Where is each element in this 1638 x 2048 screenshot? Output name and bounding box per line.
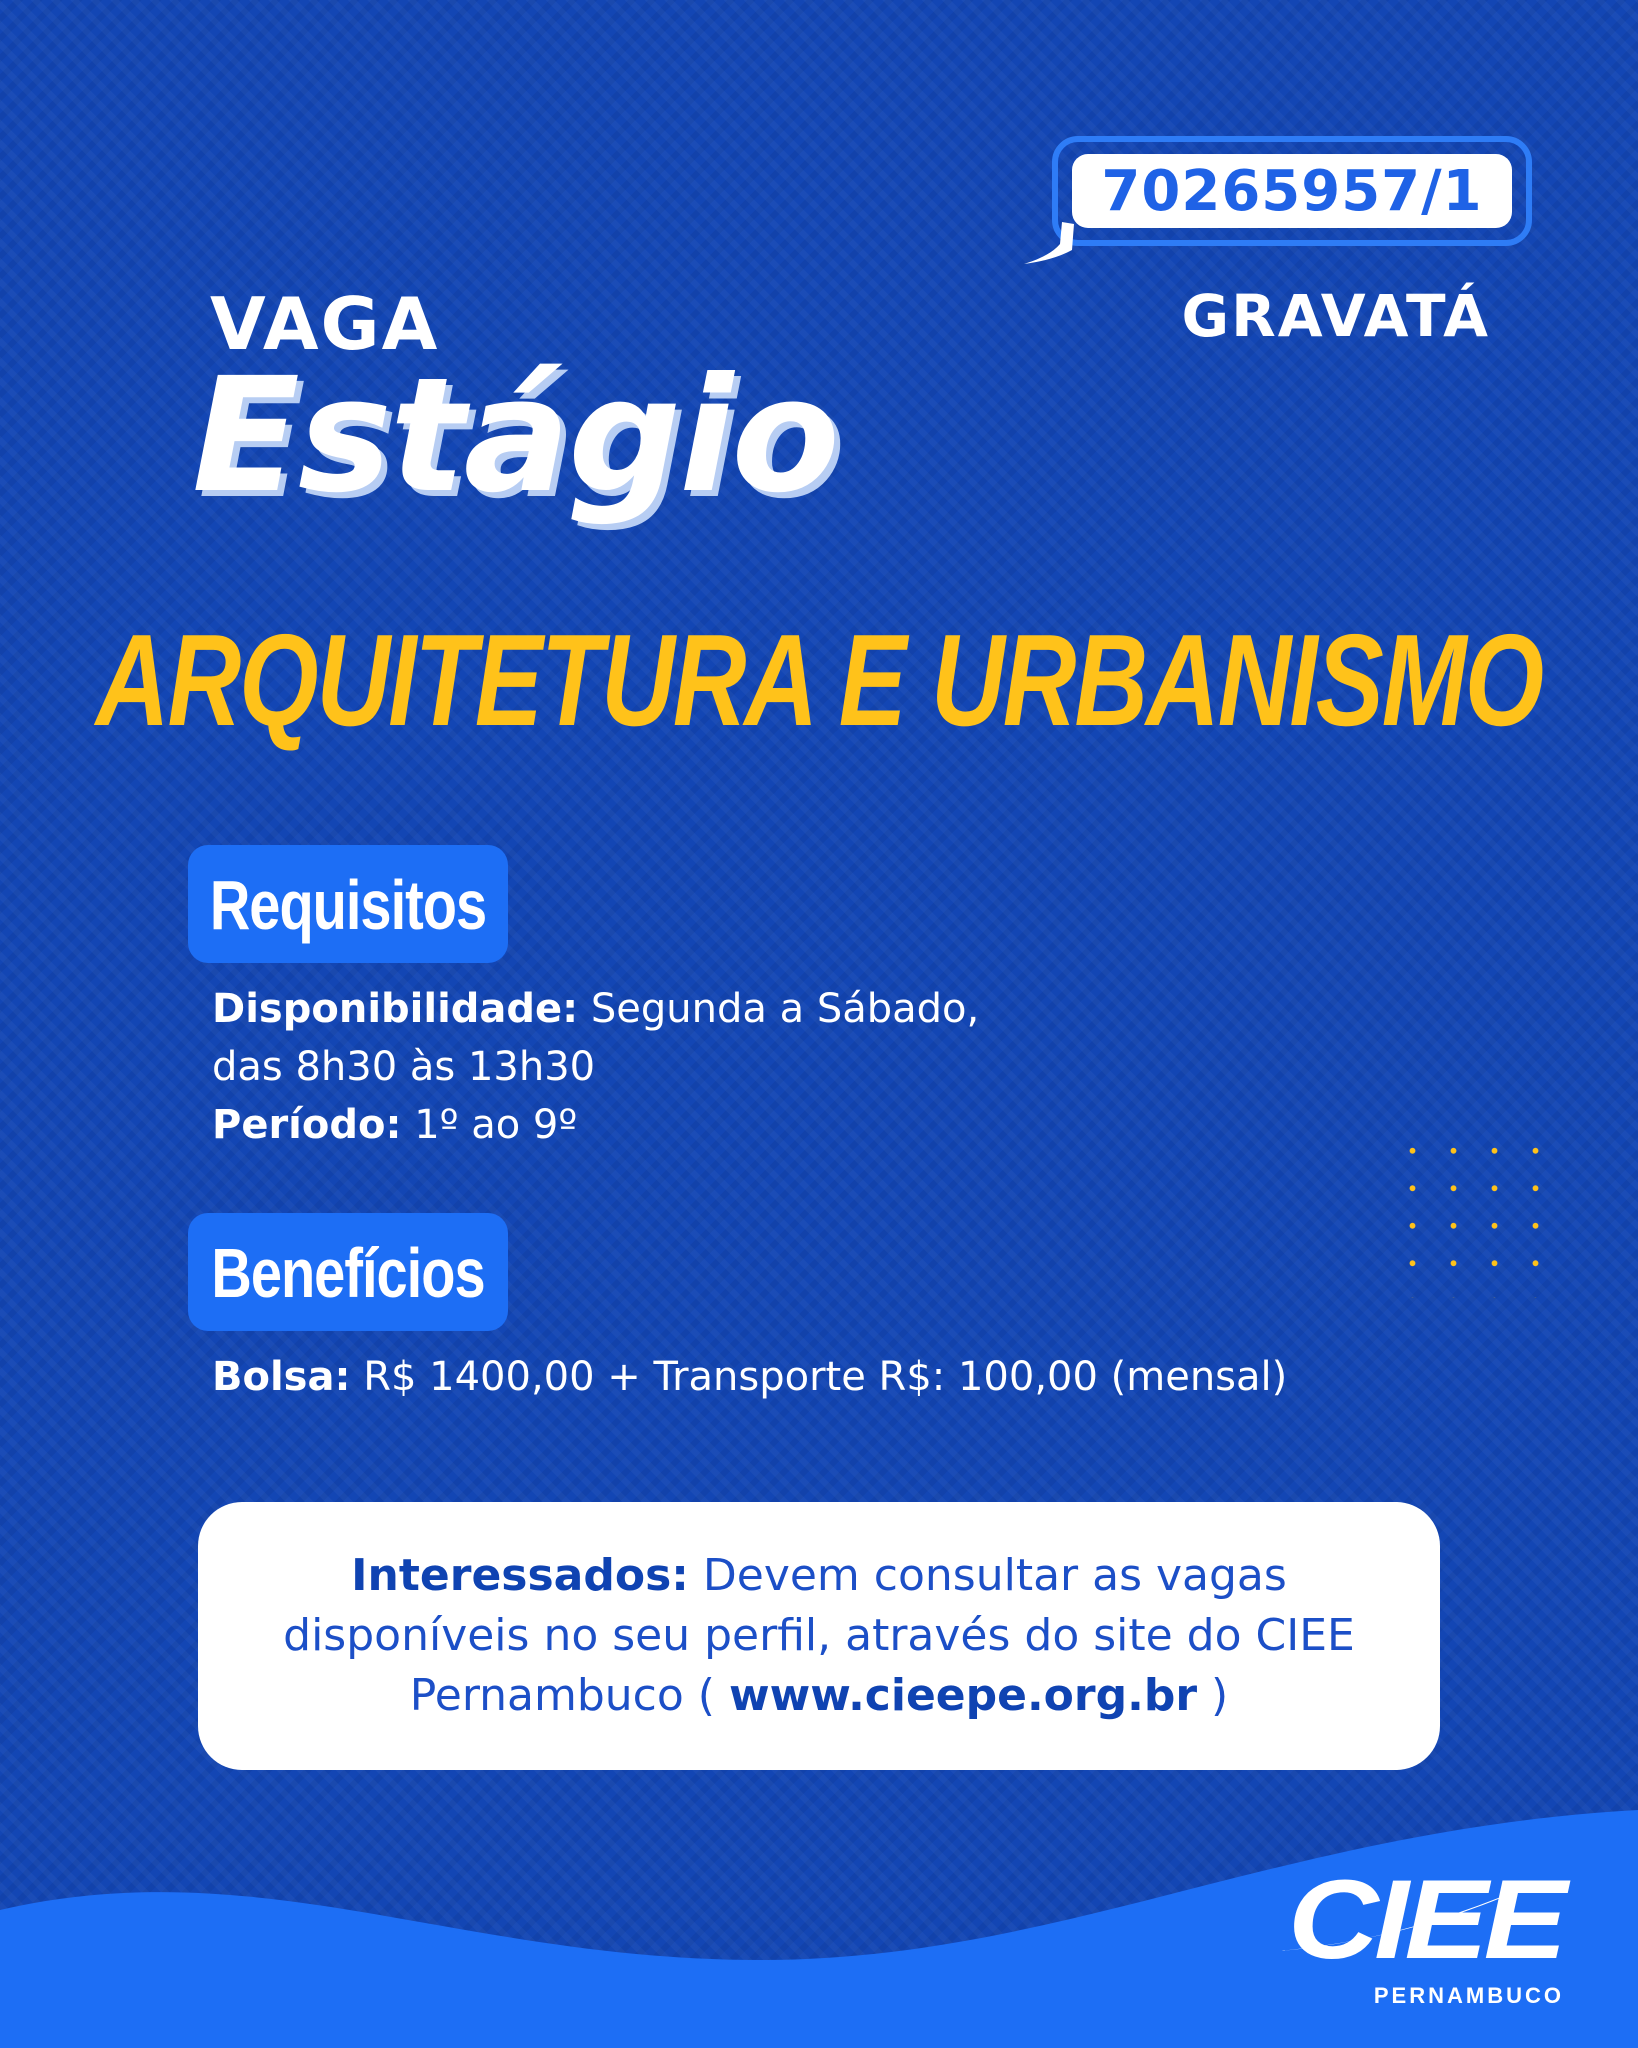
job-id: 70265957/1 bbox=[1072, 154, 1512, 228]
logo-name: CIEE bbox=[1288, 1857, 1563, 1982]
job-id-bubble bbox=[1052, 136, 1532, 246]
availability-line bbox=[212, 980, 1212, 1038]
benefits-text bbox=[212, 1348, 1412, 1406]
info-label: Interessados: bbox=[351, 1550, 689, 1601]
course-title: ARQUITETURA E URBANISMO bbox=[95, 607, 1543, 754]
availability-hours: das 8h30 às 13h30 bbox=[212, 1044, 596, 1090]
requirements-header bbox=[188, 845, 508, 963]
logo-subtitle: PERNAMBUCO bbox=[1373, 1983, 1564, 2008]
availability-label: Disponibilidade: bbox=[212, 986, 579, 1032]
title-large: Estágio bbox=[192, 344, 838, 528]
website-link[interactable]: www.cieepe.org.br bbox=[728, 1670, 1198, 1721]
info-text bbox=[239, 1546, 1399, 1726]
ciee-logo bbox=[1280, 1855, 1580, 2035]
requirements-header-label: Requisitos bbox=[209, 864, 487, 944]
period-label: Período: bbox=[212, 1102, 402, 1148]
period-line bbox=[212, 1096, 1212, 1154]
speech-bubble-tail-icon bbox=[1020, 220, 1080, 268]
bolsa-value: R$ 1400,00 + Transporte R$: 100,00 (mensal) bbox=[363, 1354, 1288, 1400]
title-small: VAGA bbox=[210, 282, 440, 366]
requirements-text bbox=[212, 980, 1212, 1154]
info-body: Devem consultar as vagas disponíveis no seu perfil, através do site do CIEE Pernambuco ( bbox=[283, 1550, 1355, 1721]
info-closing: ) bbox=[1211, 1670, 1229, 1721]
period-value: 1º ao 9º bbox=[414, 1102, 578, 1148]
bolsa-label: Bolsa: bbox=[212, 1354, 351, 1400]
logo-swoosh-icon bbox=[1280, 1855, 1580, 1995]
availability-value: Segunda a Sábado, bbox=[590, 986, 980, 1032]
info-card bbox=[198, 1502, 1440, 1770]
benefits-header-label: Benefícios bbox=[211, 1232, 485, 1312]
decorative-dot-grid bbox=[1392, 1132, 1572, 1298]
benefits-header bbox=[188, 1213, 508, 1331]
city-label: GRAVATÁ bbox=[1181, 282, 1490, 350]
